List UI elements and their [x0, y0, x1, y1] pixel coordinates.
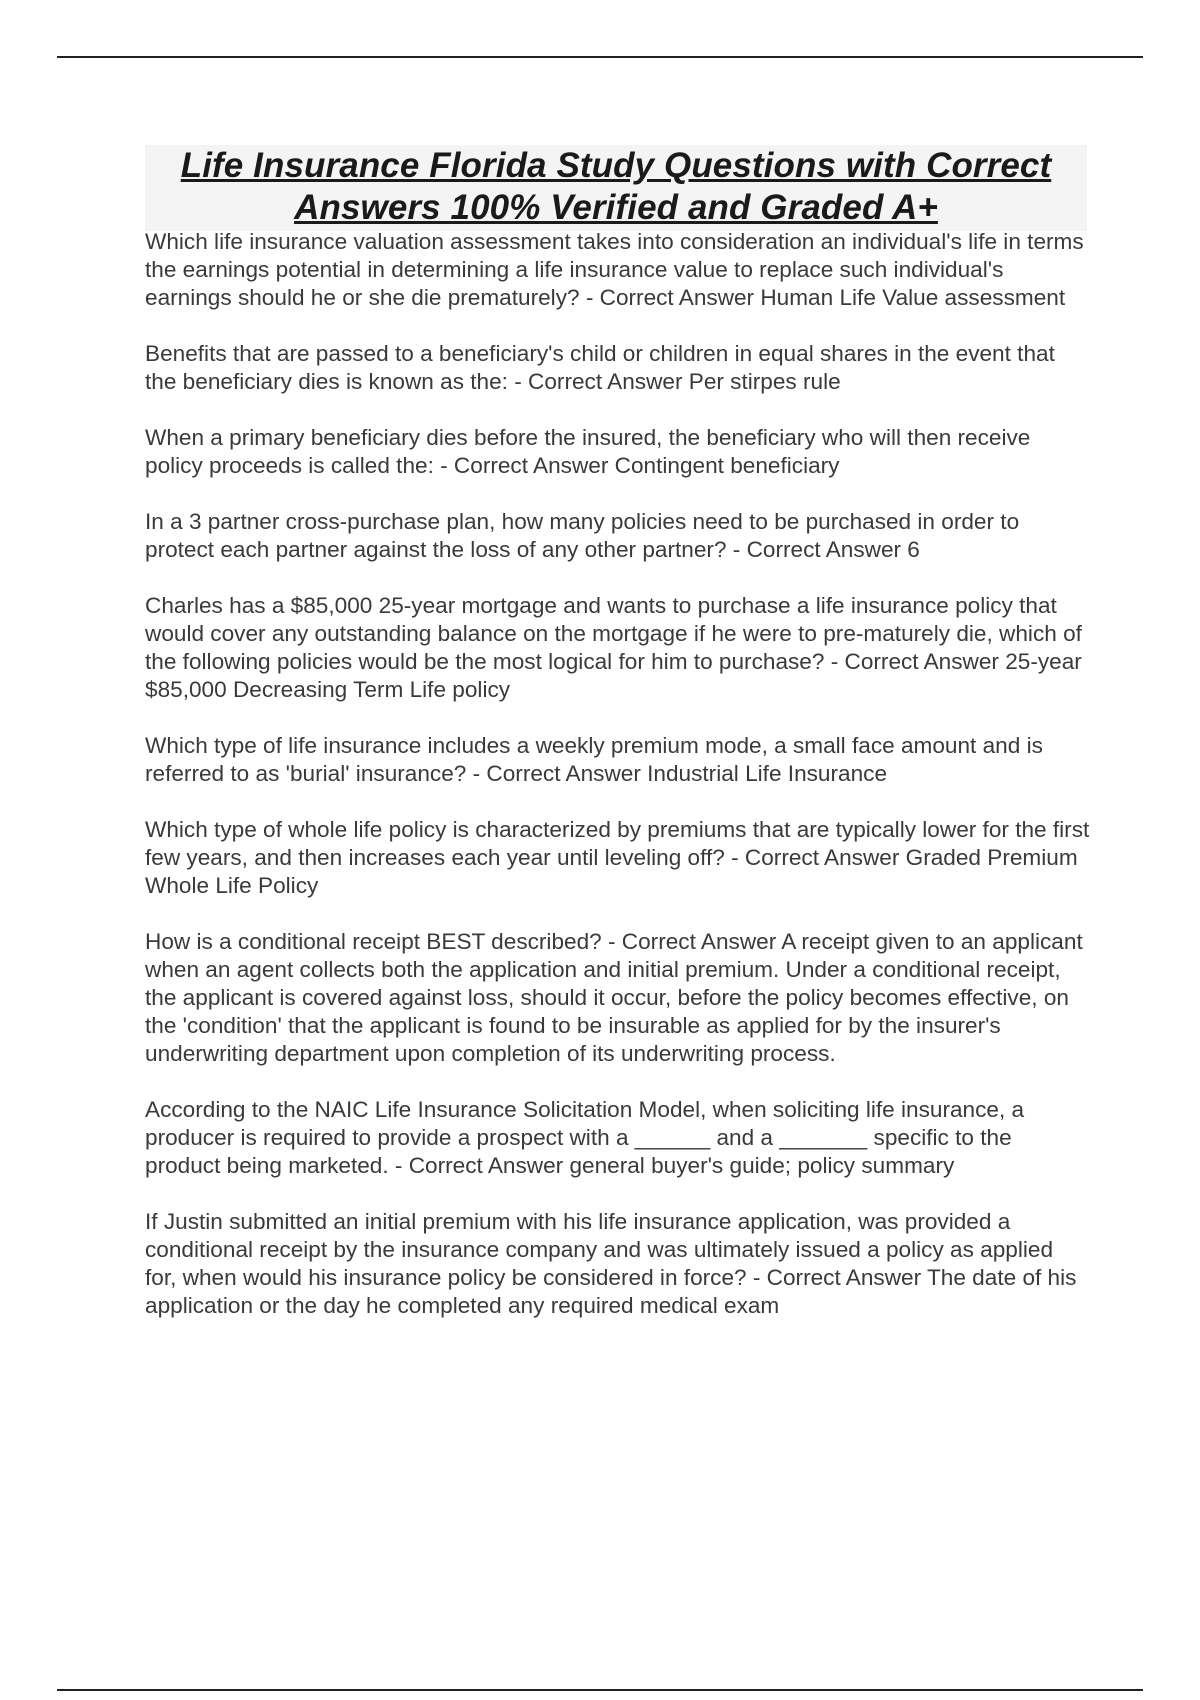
qa-item: In a 3 partner cross-purchase plan, how many policies need to be purchased in order to protect each partner against the loss of any other partner? - Correct Answer 6 [145, 509, 1020, 562]
qa-item: Benefits that are passed to a beneficiary's child or children in equal shares in the event that the beneficiary dies is known as the: - Correct Answer Per stirpes rule [145, 341, 1055, 394]
qa-item: Which type of life insurance includes a weekly premium mode, a small face amount and is referred to as 'burial' insurance? - Correct Answer Industrial Life Insurance [145, 733, 1043, 786]
title-banner [145, 145, 1087, 231]
qa-item: How is a conditional receipt BEST described? - Correct Answer A receipt given to an applicant when an agent collects both the application and initial premium. Under a conditional receipt, the applicant is covered against loss, should it occur, before the policy becomes effective, on the 'condition' that the applicant is found to be insurable as applied for by the insurer's underwriting department upon completion of its underwriting process. [145, 929, 1083, 1066]
document-title: Life Insurance Florida Study Questions with Correct Answers 100% Verified and Graded A+ [180, 146, 1052, 227]
qa-item: If Justin submitted an initial premium with his life insurance application, was provided a conditional receipt by the insurance company and was ultimately issued a policy as applied for, when would his insurance policy be considered in force? - Correct Answer The date of his application or the day he completed any required medical exam [145, 1209, 1077, 1318]
qa-item: Which life insurance valuation assessment takes into consideration an individual's life in terms the earnings potential in determining a life insurance value to replace such individual's earnings should he or she die prematurely? - Correct Answer Human Life Value assessment [145, 229, 1084, 310]
qa-item: Which type of whole life policy is characterized by premiums that are typically lower for the first few years, and then increases each year until leveling off? - Correct Answer Graded Premium Whole Life Policy [145, 817, 1090, 898]
qa-item: According to the NAIC Life Insurance Solicitation Model, when soliciting life insurance, a producer is required to provide a prospect with a ______ and a _______ specific to the product being marketed. - Correct Answer general buyer's guide; policy summary [145, 1097, 1025, 1178]
qa-list [145, 228, 1090, 1348]
top-rule [57, 56, 1143, 58]
qa-item: Charles has a $85,000 25-year mortgage and wants to purchase a life insurance policy that would cover any outstanding balance on the mortgage if he were to pre-maturely die, which of the following policies would be the most logical for him to purchase? - Correct Answer 25-year $85,000 Decreasing Term Life policy [145, 593, 1082, 702]
qa-item: When a primary beneficiary dies before the insured, the beneficiary who will then receive policy proceeds is called the: - Correct Answer Contingent beneficiary [145, 425, 1031, 478]
bottom-rule [57, 1689, 1143, 1691]
